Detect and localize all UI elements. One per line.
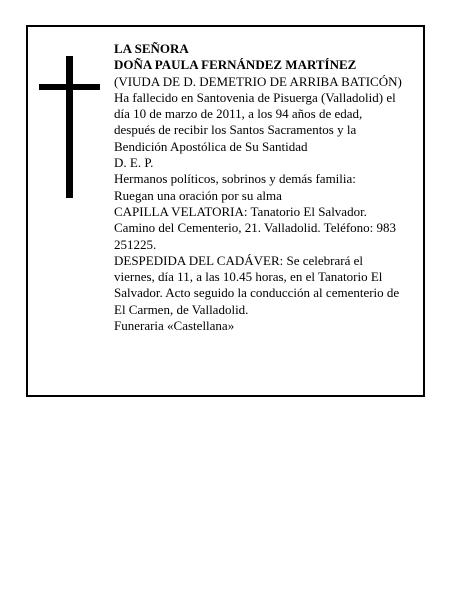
notice-line: DESPEDIDA DEL CADÁVER: Se celebrará el — [114, 252, 363, 268]
notice-line: CAPILLA VELATORIA: Tanatorio El Salvador. — [114, 203, 367, 219]
cross-icon-crossbar — [39, 84, 100, 90]
obituary-notice — [26, 25, 425, 397]
notice-line: Ruegan una oración por su alma — [114, 187, 282, 203]
deceased-name: DOÑA PAULA FERNÁNDEZ MARTÍNEZ — [114, 57, 357, 73]
notice-line: Camino del Cementerio, 21. Valladolid. Teléfono: 983 — [114, 220, 397, 236]
notice-line: D. E. P. — [114, 155, 154, 171]
notice-line: (VIUDA DE D. DEMETRIO DE ARRIBA BATICÓN) — [114, 73, 402, 89]
cross-icon — [66, 56, 73, 198]
notice-line: viernes, día 11, a las 10.45 horas, en el Tanatorio El — [114, 269, 383, 285]
notice-text — [114, 41, 426, 334]
notice-heading-line: LA SEÑORA — [114, 41, 189, 56]
notice-line: Funeraria «Castellana» — [114, 318, 235, 334]
notice-line: Salvador. Acto seguido la conducción al cementerio de — [114, 285, 400, 301]
notice-line: Bendición Apostólica de Su Santidad — [114, 138, 308, 154]
notice-line: Hermanos políticos, sobrinos y demás familia: — [114, 171, 356, 187]
notice-line: día 10 de marzo de 2011, a los 94 años de edad, — [114, 106, 363, 122]
notice-line: 251225. — [114, 236, 157, 252]
notice-line: después de recibir los Santos Sacramentos y la — [114, 122, 357, 138]
notice-line: Ha fallecido en Santovenia de Pisuerga (Valladolid) el — [114, 89, 396, 105]
notice-line: El Carmen, de Valladolid. — [114, 301, 249, 317]
